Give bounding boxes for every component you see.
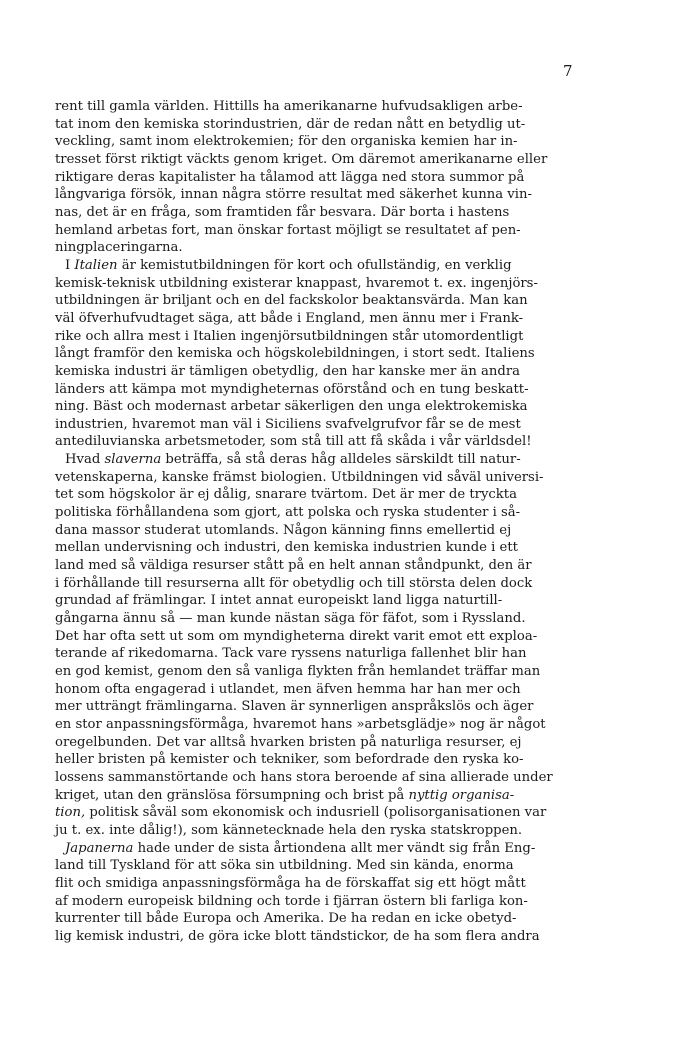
text-line xyxy=(55,133,597,151)
text-segment: tet som högskolor är ej dålig, snarare tvärtom. Det är mer de tryckta xyxy=(55,487,517,503)
body-text xyxy=(55,98,597,946)
text-line xyxy=(55,610,597,628)
text-segment: hemland arbetas fort, man önskar fortast möjligt se resultatet af pen- xyxy=(55,222,521,238)
text-line xyxy=(55,787,597,805)
text-segment: land till Tyskland för att söka sin utbildning. Med sin kända, enorma xyxy=(55,858,514,874)
text-segment: långt framför den kemiska och högskolebildningen, i stort sedt. Italiens xyxy=(55,346,535,362)
text-line xyxy=(55,504,597,522)
text-line xyxy=(55,98,597,116)
text-line xyxy=(55,186,597,204)
text-line xyxy=(55,698,597,716)
text-line xyxy=(55,769,597,787)
text-line xyxy=(55,257,597,275)
text-segment: ju t. ex. inte dålig!), som kännetecknade hela den ryska statskroppen. xyxy=(55,822,523,838)
text-segment: rike och allra mest i Italien ingenjörsutbildningen står utomordentligt xyxy=(55,328,524,344)
text-line xyxy=(55,857,597,875)
text-segment: en stor anpassningsförmåga, hvaremot hans »arbetsglädje» nog är något xyxy=(55,716,546,732)
text-segment: beträffa, så stå deras håg alldeles särskildt till natur- xyxy=(161,452,521,468)
text-segment: länders att kämpa mot myndigheternas oförstånd och en tung beskatt- xyxy=(55,381,529,397)
text-segment: ningplaceringarna. xyxy=(55,240,183,256)
text-segment: af modern europeisk bildning och torde i fjärran östern bli farliga kon- xyxy=(55,893,528,909)
text-segment: riktigare deras kapitalister ha tålamod att lägga ned stora summor på xyxy=(55,169,525,185)
text-line xyxy=(55,663,597,681)
text-segment: vetenskaperna, kanske främst biologien. Utbildningen vid såväl universi- xyxy=(55,469,544,485)
text-line xyxy=(55,751,597,769)
text-segment: industrien, hvaremot man väl i Siciliens svafvelgrufvor får se de mest xyxy=(55,416,521,432)
text-line xyxy=(55,645,597,663)
text-line xyxy=(55,804,597,822)
text-segment: politisk såväl som ekonomisk och indusriell (polisorganisationen var xyxy=(85,805,547,821)
text-segment: antediluvianska arbetsmetoder, som stå till att få skåda i vår världsdel! xyxy=(55,434,532,450)
text-segment: kemisk-teknisk utbildning existerar knappast, hvaremot t. ex. ingenjörs- xyxy=(55,275,538,291)
italic-term: slaverna xyxy=(104,452,162,468)
text-line xyxy=(55,116,597,134)
text-segment: lossens sammanstörtande och hans stora beroende af sina allierade under xyxy=(55,769,553,785)
text-segment: utbildningen är briljant och en del fackskolor beaktansvärda. Man kan xyxy=(55,293,528,309)
text-segment: flit och smidiga anpassningsförmåga ha de förskaffat sig ett högt mått xyxy=(55,875,526,891)
text-segment: heller bristen på kemister och tekniker, som befordrade den ryska ko- xyxy=(55,752,524,768)
text-line xyxy=(55,893,597,911)
text-line xyxy=(55,451,597,469)
text-line xyxy=(55,557,597,575)
text-line xyxy=(55,575,597,593)
text-segment: tat inom den kemiska storindustrien, där de redan nått en betydlig ut- xyxy=(55,116,526,132)
text-segment: tresset först riktigt väckts genom kriget. Om däremot amerikanarne eller xyxy=(55,151,548,167)
text-segment: Hvad xyxy=(65,452,105,468)
text-line xyxy=(55,840,597,858)
text-line xyxy=(55,169,597,187)
text-line xyxy=(55,539,597,557)
text-segment: hade under de sista årtiondena allt mer vändt sig från Eng- xyxy=(133,840,536,856)
text-line xyxy=(55,310,597,328)
text-segment: rent till gamla världen. Hittills ha amerikanarne hufvudsakligen arbe- xyxy=(55,99,523,114)
text-line xyxy=(55,628,597,646)
text-segment: Det har ofta sett ut som om myndigheterna direkt varit emot ett exploa- xyxy=(55,628,538,644)
text-segment: ning. Bäst och modernast arbetar säkerligen den unga elektrokemiska xyxy=(55,399,528,415)
text-segment: honom ofta engagerad i utlandet, men äfven hemma har han mer och xyxy=(55,681,521,697)
text-segment: mer utträngt främlingarna. Slaven är synnerligen anspråkslös och äger xyxy=(55,699,534,715)
text-line xyxy=(55,910,597,928)
text-segment: oregelbunden. Det var alltså hvarken bristen på naturliga resurser, ej xyxy=(55,734,522,750)
text-line xyxy=(55,433,597,451)
text-line xyxy=(55,398,597,416)
text-segment: väl öfverhufvudtaget säga, att både i England, men ännu mer i Frank- xyxy=(55,310,524,326)
text-line xyxy=(55,522,597,540)
text-segment: är kemistutbildningen för kort och ofullständig, en verklig xyxy=(117,257,512,273)
italic-term: tion, xyxy=(55,805,86,821)
text-segment: dana massor studerat utomlands. Någon känning finns emellertid ej xyxy=(55,522,512,538)
text-line xyxy=(55,381,597,399)
text-segment: gångarna ännu så — man kunde nästan säga för fäfot, som i Ryssland. xyxy=(55,611,526,627)
text-line xyxy=(55,469,597,487)
text-line xyxy=(55,345,597,363)
text-line xyxy=(55,328,597,346)
text-segment: veckling, samt inom elektrokemien; för den organiska kemien har in- xyxy=(55,134,518,150)
text-segment: i förhållande till resurserna allt för obetydlig och till största delen dock xyxy=(55,575,533,591)
text-line xyxy=(55,928,597,946)
text-segment: kemiska industri är tämligen obetydlig, den har kanske mer än andra xyxy=(55,363,520,379)
text-line xyxy=(55,363,597,381)
text-line xyxy=(55,204,597,222)
page-number: 7 xyxy=(563,62,573,80)
text-line xyxy=(55,275,597,293)
text-line xyxy=(55,239,597,257)
text-segment: I xyxy=(65,257,75,273)
text-segment: kurrenter till både Europa och Amerika. De ha redan en icke obetyd- xyxy=(55,911,517,927)
text-segment: nas, det är en fråga, som framtiden får besvara. Där borta i hastens xyxy=(55,204,510,220)
text-line xyxy=(55,681,597,699)
text-line xyxy=(55,292,597,310)
text-line xyxy=(55,416,597,434)
text-segment: en god kemist, genom den så vanliga flykten från hemlandet träffar man xyxy=(55,664,541,679)
text-segment: politiska förhållandena som gjort, att polska och ryska studenter i så- xyxy=(55,505,521,521)
text-line xyxy=(55,734,597,752)
text-segment: långvariga försök, innan några större resultat med säkerhet kunna vin- xyxy=(55,187,532,203)
text-segment: mellan undervisning och industri, den kemiska industrien kunde i ett xyxy=(55,540,518,556)
text-line xyxy=(55,875,597,893)
italic-term: Italien xyxy=(74,257,118,273)
text-line xyxy=(55,486,597,504)
text-segment: kriget, utan den gränslösa försumpning och brist på xyxy=(55,787,409,803)
italic-term: nyttig organisa- xyxy=(408,787,515,803)
text-line xyxy=(55,716,597,734)
text-segment: grundad af främlingar. I intet annat europeiskt land ligga naturtill- xyxy=(55,593,503,609)
text-line xyxy=(55,222,597,240)
text-line xyxy=(55,822,597,840)
text-segment: lig kemisk industri, de göra icke blott tändstickor, de ha som flera andra xyxy=(55,928,540,944)
text-segment: terande af rikedomarna. Tack vare ryssens naturliga fallenhet blir han xyxy=(55,646,527,662)
text-line xyxy=(55,151,597,169)
italic-term: Japanerna xyxy=(65,840,134,856)
text-line xyxy=(55,592,597,610)
text-segment: land med så väldiga resurser stått på en helt annan ståndpunkt, den är xyxy=(55,558,532,574)
